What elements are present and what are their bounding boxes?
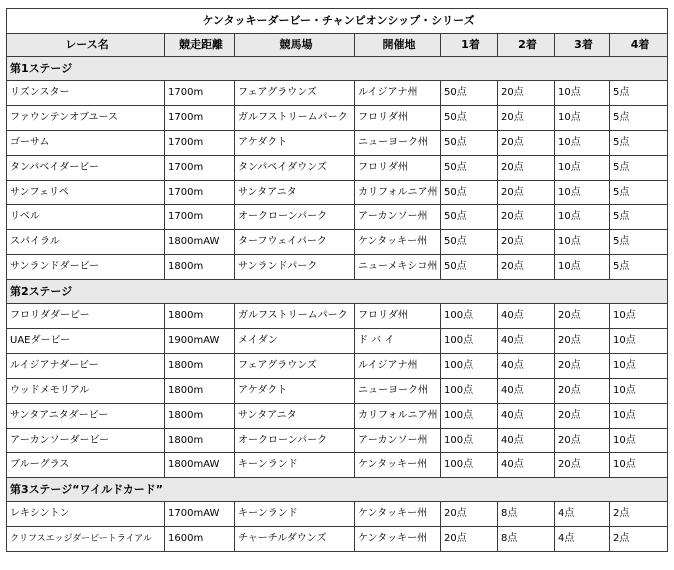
points-1st-cell: 100点 bbox=[441, 329, 498, 354]
racecourse-cell: フェアグラウンズ bbox=[235, 81, 355, 106]
race-name-cell: ブルーグラス bbox=[7, 453, 165, 478]
stage-header-row bbox=[7, 280, 668, 304]
table-row bbox=[7, 403, 668, 428]
race-name-cell: ルイジアナダービー bbox=[7, 353, 165, 378]
distance-cell: 1700m bbox=[165, 180, 235, 205]
race-name-cell: ファウンテンオブユース bbox=[7, 105, 165, 130]
table-row bbox=[7, 428, 668, 453]
points-1st-cell: 100点 bbox=[441, 378, 498, 403]
racecourse-cell: ガルフストリームパーク bbox=[235, 105, 355, 130]
table-row bbox=[7, 230, 668, 255]
points-4th-cell: 10点 bbox=[610, 403, 668, 428]
header-location: 開催地 bbox=[355, 34, 441, 57]
points-3rd-cell: 20点 bbox=[555, 378, 610, 403]
points-1st-cell: 50点 bbox=[441, 81, 498, 106]
stage-header-row bbox=[7, 478, 668, 502]
location-cell: ニューメキシコ州 bbox=[355, 255, 441, 280]
table-header-row bbox=[7, 34, 668, 57]
points-1st-cell: 50点 bbox=[441, 105, 498, 130]
points-4th-cell: 5点 bbox=[610, 255, 668, 280]
points-4th-cell: 5点 bbox=[610, 81, 668, 106]
points-1st-cell: 50点 bbox=[441, 230, 498, 255]
header-race-name: レース名 bbox=[7, 34, 165, 57]
table-row bbox=[7, 155, 668, 180]
table-row bbox=[7, 304, 668, 329]
points-4th-cell: 10点 bbox=[610, 453, 668, 478]
race-name-cell: リズンスター bbox=[7, 81, 165, 106]
points-2nd-cell: 8点 bbox=[498, 502, 555, 527]
distance-cell: 1700m bbox=[165, 130, 235, 155]
distance-cell: 1900mAW bbox=[165, 329, 235, 354]
distance-cell: 1700m bbox=[165, 105, 235, 130]
distance-cell: 1800m bbox=[165, 304, 235, 329]
points-2nd-cell: 40点 bbox=[498, 403, 555, 428]
location-cell: ド バ イ bbox=[355, 329, 441, 354]
location-cell: アーカンソー州 bbox=[355, 205, 441, 230]
location-cell: ケンタッキー州 bbox=[355, 502, 441, 527]
points-1st-cell: 50点 bbox=[441, 130, 498, 155]
points-1st-cell: 50点 bbox=[441, 155, 498, 180]
location-cell: ルイジアナ州 bbox=[355, 81, 441, 106]
points-2nd-cell: 20点 bbox=[498, 105, 555, 130]
points-1st-cell: 50点 bbox=[441, 180, 498, 205]
distance-cell: 1800m bbox=[165, 428, 235, 453]
race-name-cell: サンランドダービー bbox=[7, 255, 165, 280]
racecourse-cell: キーンランド bbox=[235, 502, 355, 527]
racecourse-cell: サンランドパーク bbox=[235, 255, 355, 280]
points-3rd-cell: 20点 bbox=[555, 353, 610, 378]
points-4th-cell: 5点 bbox=[610, 180, 668, 205]
table-row bbox=[7, 527, 668, 552]
race-name-cell: ウッドメモリアル bbox=[7, 378, 165, 403]
location-cell: カリフォルニア州 bbox=[355, 180, 441, 205]
race-name-cell: サンフェリペ bbox=[7, 180, 165, 205]
distance-cell: 1800m bbox=[165, 403, 235, 428]
table-row bbox=[7, 329, 668, 354]
location-cell: フロリダ州 bbox=[355, 155, 441, 180]
header-distance: 競走距離 bbox=[165, 34, 235, 57]
points-3rd-cell: 10点 bbox=[555, 81, 610, 106]
points-3rd-cell: 4点 bbox=[555, 527, 610, 552]
points-2nd-cell: 40点 bbox=[498, 353, 555, 378]
points-1st-cell: 100点 bbox=[441, 453, 498, 478]
race-name-cell: UAEダービー bbox=[7, 329, 165, 354]
racecourse-cell: アケダクト bbox=[235, 130, 355, 155]
stage-title: 第1ステージ bbox=[7, 57, 668, 81]
points-1st-cell: 100点 bbox=[441, 403, 498, 428]
distance-cell: 1800m bbox=[165, 378, 235, 403]
points-3rd-cell: 10点 bbox=[555, 155, 610, 180]
distance-cell: 1700m bbox=[165, 81, 235, 106]
points-1st-cell: 100点 bbox=[441, 304, 498, 329]
header-1st: 1着 bbox=[441, 34, 498, 57]
points-2nd-cell: 40点 bbox=[498, 304, 555, 329]
table-row bbox=[7, 81, 668, 106]
points-4th-cell: 5点 bbox=[610, 105, 668, 130]
distance-cell: 1600m bbox=[165, 527, 235, 552]
distance-cell: 1800m bbox=[165, 353, 235, 378]
table-body bbox=[7, 9, 668, 552]
location-cell: ルイジアナ州 bbox=[355, 353, 441, 378]
points-3rd-cell: 20点 bbox=[555, 403, 610, 428]
location-cell: アーカンソー州 bbox=[355, 428, 441, 453]
points-4th-cell: 10点 bbox=[610, 353, 668, 378]
header-racecourse: 競馬場 bbox=[235, 34, 355, 57]
table-title-row bbox=[7, 9, 668, 34]
points-1st-cell: 50点 bbox=[441, 255, 498, 280]
table-row bbox=[7, 453, 668, 478]
points-3rd-cell: 10点 bbox=[555, 205, 610, 230]
points-4th-cell: 5点 bbox=[610, 230, 668, 255]
distance-cell: 1700mAW bbox=[165, 502, 235, 527]
points-3rd-cell: 10点 bbox=[555, 180, 610, 205]
points-2nd-cell: 20点 bbox=[498, 180, 555, 205]
points-3rd-cell: 4点 bbox=[555, 502, 610, 527]
distance-cell: 1800mAW bbox=[165, 230, 235, 255]
stage-title: 第3ステージ“ワイルドカード” bbox=[7, 478, 668, 502]
points-3rd-cell: 10点 bbox=[555, 255, 610, 280]
points-3rd-cell: 20点 bbox=[555, 453, 610, 478]
points-2nd-cell: 40点 bbox=[498, 329, 555, 354]
points-4th-cell: 10点 bbox=[610, 378, 668, 403]
table-row bbox=[7, 378, 668, 403]
racecourse-cell: ガルフストリームパーク bbox=[235, 304, 355, 329]
points-2nd-cell: 40点 bbox=[498, 453, 555, 478]
table-row bbox=[7, 205, 668, 230]
location-cell: ケンタッキー州 bbox=[355, 230, 441, 255]
racecourse-cell: サンタアニタ bbox=[235, 180, 355, 205]
points-2nd-cell: 20点 bbox=[498, 205, 555, 230]
table-row bbox=[7, 105, 668, 130]
race-name-cell: クリフスエッジダービートライアル bbox=[7, 527, 165, 552]
points-2nd-cell: 8点 bbox=[498, 527, 555, 552]
points-4th-cell: 5点 bbox=[610, 130, 668, 155]
points-1st-cell: 100点 bbox=[441, 353, 498, 378]
points-1st-cell: 20点 bbox=[441, 502, 498, 527]
distance-cell: 1700m bbox=[165, 155, 235, 180]
table-row bbox=[7, 502, 668, 527]
points-1st-cell: 50点 bbox=[441, 205, 498, 230]
distance-cell: 1800mAW bbox=[165, 453, 235, 478]
race-name-cell: タンパベイダービー bbox=[7, 155, 165, 180]
racecourse-cell: オークローンパーク bbox=[235, 428, 355, 453]
distance-cell: 1700m bbox=[165, 205, 235, 230]
points-1st-cell: 100点 bbox=[441, 428, 498, 453]
race-name-cell: フロリダダービー bbox=[7, 304, 165, 329]
race-name-cell: サンタアニタダービー bbox=[7, 403, 165, 428]
kentucky-derby-points-table bbox=[6, 8, 668, 552]
racecourse-cell: ターフウェイパーク bbox=[235, 230, 355, 255]
table-title: ケンタッキーダービー・チャンピオンシップ・シリーズ bbox=[7, 9, 668, 34]
points-4th-cell: 10点 bbox=[610, 428, 668, 453]
table-row bbox=[7, 180, 668, 205]
racecourse-cell: サンタアニタ bbox=[235, 403, 355, 428]
points-1st-cell: 20点 bbox=[441, 527, 498, 552]
racecourse-cell: キーンランド bbox=[235, 453, 355, 478]
points-2nd-cell: 40点 bbox=[498, 428, 555, 453]
distance-cell: 1800m bbox=[165, 255, 235, 280]
points-3rd-cell: 20点 bbox=[555, 428, 610, 453]
race-name-cell: レキシントン bbox=[7, 502, 165, 527]
points-2nd-cell: 20点 bbox=[498, 255, 555, 280]
points-2nd-cell: 40点 bbox=[498, 378, 555, 403]
points-4th-cell: 2点 bbox=[610, 502, 668, 527]
stage-header-row bbox=[7, 57, 668, 81]
racecourse-cell: オークローンパーク bbox=[235, 205, 355, 230]
location-cell: カリフォルニア州 bbox=[355, 403, 441, 428]
race-name-cell: スパイラル bbox=[7, 230, 165, 255]
race-name-cell: ゴーサム bbox=[7, 130, 165, 155]
points-2nd-cell: 20点 bbox=[498, 81, 555, 106]
location-cell: ケンタッキー州 bbox=[355, 453, 441, 478]
points-4th-cell: 10点 bbox=[610, 329, 668, 354]
racecourse-cell: メイダン bbox=[235, 329, 355, 354]
points-2nd-cell: 20点 bbox=[498, 230, 555, 255]
race-name-cell: アーカンソーダービー bbox=[7, 428, 165, 453]
points-4th-cell: 5点 bbox=[610, 205, 668, 230]
racecourse-cell: チャーチルダウンズ bbox=[235, 527, 355, 552]
points-4th-cell: 5点 bbox=[610, 155, 668, 180]
points-4th-cell: 2点 bbox=[610, 527, 668, 552]
points-4th-cell: 10点 bbox=[610, 304, 668, 329]
header-3rd: 3着 bbox=[555, 34, 610, 57]
race-name-cell: リベル bbox=[7, 205, 165, 230]
table-row bbox=[7, 130, 668, 155]
header-4th: 4着 bbox=[610, 34, 668, 57]
racecourse-cell: フェアグラウンズ bbox=[235, 353, 355, 378]
points-2nd-cell: 20点 bbox=[498, 155, 555, 180]
header-2nd: 2着 bbox=[498, 34, 555, 57]
points-3rd-cell: 10点 bbox=[555, 130, 610, 155]
points-2nd-cell: 20点 bbox=[498, 130, 555, 155]
racecourse-cell: タンパベイダウンズ bbox=[235, 155, 355, 180]
points-3rd-cell: 20点 bbox=[555, 304, 610, 329]
points-3rd-cell: 10点 bbox=[555, 105, 610, 130]
location-cell: ケンタッキー州 bbox=[355, 527, 441, 552]
racecourse-cell: アケダクト bbox=[235, 378, 355, 403]
location-cell: フロリダ州 bbox=[355, 304, 441, 329]
location-cell: ニューヨーク州 bbox=[355, 130, 441, 155]
location-cell: ニューヨーク州 bbox=[355, 378, 441, 403]
table-row bbox=[7, 353, 668, 378]
table-row bbox=[7, 255, 668, 280]
location-cell: フロリダ州 bbox=[355, 105, 441, 130]
points-3rd-cell: 20点 bbox=[555, 329, 610, 354]
stage-title: 第2ステージ bbox=[7, 280, 668, 304]
points-3rd-cell: 10点 bbox=[555, 230, 610, 255]
